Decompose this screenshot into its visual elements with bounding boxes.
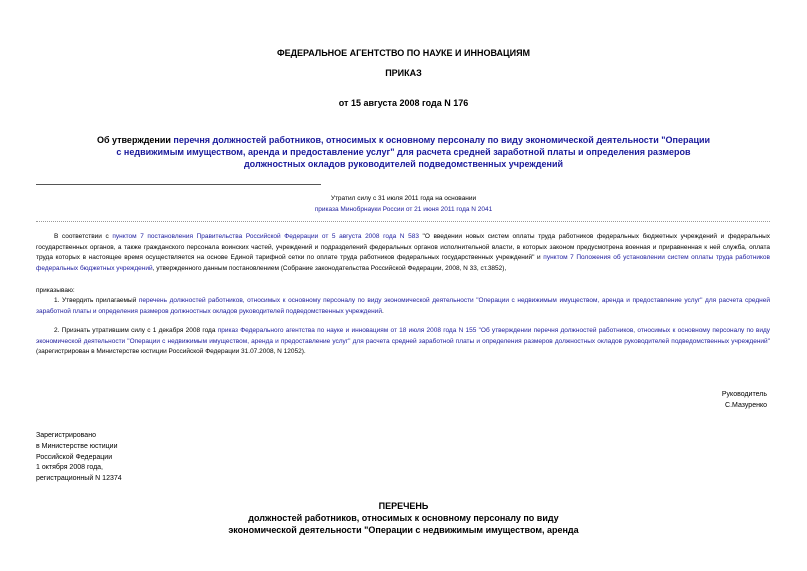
p3-text-b: (зарегистрирован в Министерстве юстиции Российской Федерации 31.07.2008, N 12052). [36,348,306,356]
list-subtitle-line1: должностей работников, относимых к основному персоналу по виду [248,513,559,523]
doc-title [95,134,712,170]
p3-text-a: 2. Признать утратившим силу с 1 декабря 2008 года [54,327,218,334]
p2-text-a: 1. Утвердить прилагаемый [54,297,139,304]
doc-type: ПРИКАЗ [385,68,422,78]
doc-date-number: от 15 августа 2008 года N 176 [338,98,469,108]
registration-line: регистрационный N 12374 [36,475,122,483]
p1-text-b: "О введении новых систем оплаты труда работников федеральных бюджетных учреждений и федеральных государственных органов, а также гражданского персонала воинских частей, учреждений и подразделений федеральных органов исполнительной власти, в которых законом предусмотрена военная и приравненная к ней служба, оплата труда которых в настоящее время осуществляется на основе Единой тарифной сетки по оплате труда работников федеральных государственных учреждений" и [36,233,771,262]
signature-position: Руководитель [721,391,767,398]
registration-line: 1 октября 2008 года, [36,464,104,472]
p3-link-order[interactable]: приказ Федерального агентства по науке и инновациям от 18 июля 2008 года N 155 "Об утверждении перечня должностей работников, относимых к основному персоналу по виду экономической деятельности "Операции с недвижимым имуществом, аренда и предоставление услуг" для расчета средней заработной платы и определения размеров должностных окладов руководителей подведомственных учреждений" [36,327,770,345]
signature-name: С.Мазуренко [725,402,767,409]
p2-link-list[interactable]: перечень должностей работников, относимых к основному персоналу по виду экономической деятельности "Операции с недвижимым имуществом, аренда и предоставление услуг" для расчета средней заработной платы и определения размеров должностных окладов руководителей подведомственных учреждений [36,297,770,315]
divider-line [36,184,321,185]
list-heading: ПЕРЕЧЕНЬ [378,501,429,511]
p1-link-decree[interactable]: пунктом 7 постановления Правительства Российской Федерации от 5 августа 2008 года N 583 [112,233,419,240]
status-note-link[interactable]: приказа Минобрнауки России от 21 июня 2011 года N 2041 [314,206,493,213]
p1-text-c: , утвержденного данным постановлением (Собрание законодательства Российской Федерации, 2008, N 33, ст.3852), [152,264,507,272]
status-note-line1: Утратил силу с 31 июля 2011 года на основании [330,195,477,202]
doc-title-link[interactable]: перечня должностей работников, относимых к основному персоналу по виду экономической деятельности "Операции с недвижимым имуществом, аренда и предоставление услуг" для расчета средней заработной платы и определения размеров должностных окладов руководителей подведомственных учреждений [116,135,711,169]
order-word: приказываю: [36,287,75,294]
divider-dotted [36,221,770,222]
registration-line: Российской Федерации [36,453,113,461]
paragraph-item-2 [36,326,770,358]
doc-title-prefix: Об утверждении [96,135,174,145]
p2-text-b: . [381,307,384,315]
agency-name: ФЕДЕРАЛЬНОЕ АГЕНТСТВО ПО НАУКЕ И ИННОВАЦИЯМ [276,48,531,58]
registration-line: Зарегистрировано [36,432,96,439]
signature-block [722,389,767,411]
registration-line: в Министерстве юстиции [36,442,118,450]
paragraph-preamble [36,232,770,274]
registration-block [36,431,122,485]
p1-text-a: В соответствии с [54,233,113,240]
list-subtitle-line2: экономической деятельности "Операции с недвижимым имуществом, аренда [228,525,579,535]
paragraph-item-1 [36,296,770,317]
p1-link-regulation[interactable]: пунктом 7 Положения об установлении систем оплаты труда работников федеральных бюджетных учреждений [36,254,770,272]
